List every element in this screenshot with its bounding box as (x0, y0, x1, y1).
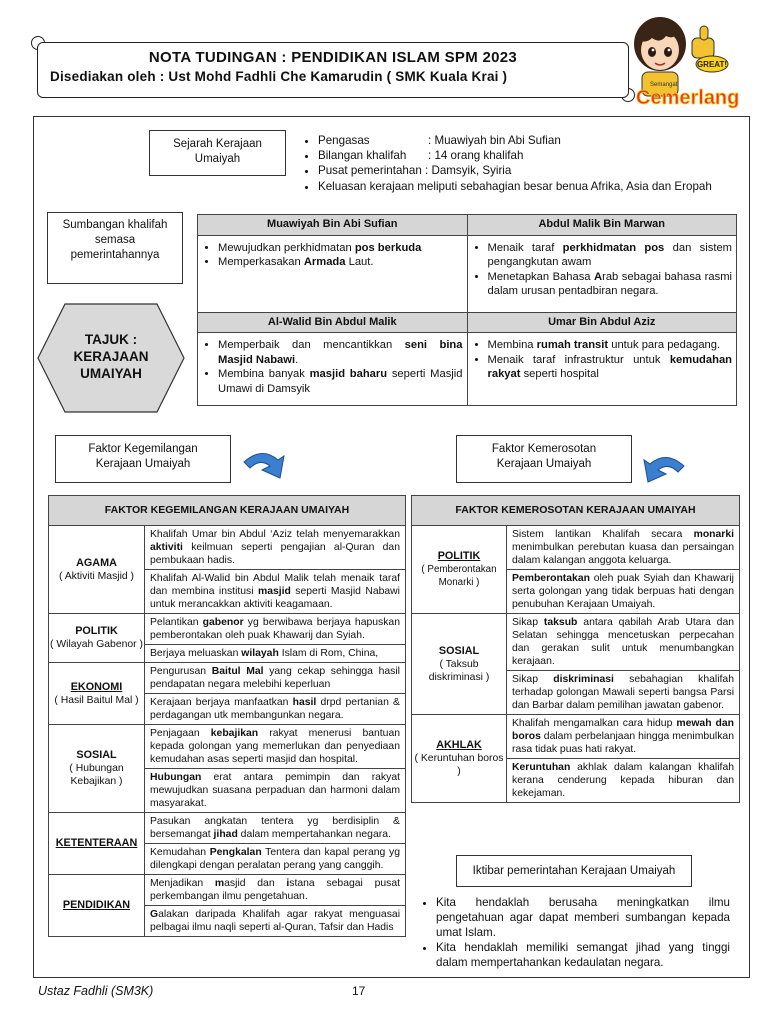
category-name: SOSIAL (438, 644, 480, 657)
category-cell (49, 663, 145, 725)
fact-value: : 14 orang khalifah (428, 149, 524, 163)
sumbangan-box (47, 212, 183, 284)
khalifah-contributions (198, 235, 468, 312)
sumbangan-label: Sumbangan khalifah semasa pemerintahannya (62, 219, 168, 261)
page-title: NOTA TUDINGAN : PENDIDIKAN ISLAM SPM 2023 (148, 49, 518, 66)
khalifah-contributions (198, 333, 468, 406)
curved-arrow-icon (642, 452, 688, 500)
fact-value: : Damsyik, Syiria (425, 164, 512, 178)
fact-value: : Muawiyah bin Abi Sufian (428, 134, 561, 147)
category-cell (49, 725, 145, 813)
category-cell (49, 526, 145, 614)
page-number: 17 (352, 984, 366, 998)
category-cell (49, 813, 145, 875)
factor-desc: Khalifah mengamalkan cara hidup mewah dan boros dalam perbelanjaan hingga menimbulkan rasa tidak puas hati rakyat. (507, 715, 740, 759)
page-subtitle: Disediakan oleh : Ust Mohd Fadhli Che Kamarudin ( SMK Kuala Krai ) (50, 69, 508, 84)
topic-hexagon (37, 303, 185, 413)
category-sub: ( Keruntuhan boros ) (414, 753, 504, 777)
category-sub: ( Hubungan Kebajikan ) (69, 763, 124, 787)
factor-desc: Pelantikan gabenor yg berwibawa berjaya hapuskan pemberontakan oleh puak Khawarij dan Syiah. (145, 614, 406, 645)
fact-extra: Keluasan kerajaan meliputi sebahagian besar benua Afrika, Asia dan Eropah (318, 179, 712, 193)
category-name: PENDIDIKAN (62, 899, 131, 911)
contribution-item: • Memperkasakan Armada Laut. (218, 255, 463, 270)
khalifah-table (197, 214, 737, 406)
factor-desc: Hubungan erat antara pemimpin dan rakyat mewujudkan suasana perpaduan dan harmoni dalam masyarakat. (145, 769, 406, 813)
khalifah-name: Muawiyah Bin Abi Sufian (198, 215, 468, 236)
kemerosotan-label-box (456, 435, 632, 483)
contribution-item: • Menaik taraf perkhidmatan pos dan sistem pengangkutan awam (488, 241, 733, 270)
category-name: AGAMA (76, 556, 117, 569)
kegemilangan-label: Faktor Kegemilangan Kerajaan Umaiyah (88, 443, 198, 470)
contribution-item: • Menaik taraf infrastruktur untuk kemudahan rakyat seperti hospital (488, 353, 733, 382)
brand-tagline: Semangat (650, 82, 678, 88)
brand-text: Cemerlang (636, 87, 740, 109)
header-scroll (37, 42, 629, 98)
factor-desc: Berjaya meluaskan wilayah Islam di Rom, China, (145, 645, 406, 663)
category-name: POLITIK (75, 625, 118, 637)
fact-key: Pengasas (318, 134, 370, 147)
contribution-item: • Mewujudkan perkhidmatan pos berkuda (218, 241, 463, 256)
iktibar-box (456, 855, 692, 887)
factor-desc: Sistem lantikan Khalifah secara monarki menimbulkan perebutan kuasa dan persaingan dalam kalangan anggota keluarga. (507, 526, 740, 570)
category-sub: ( Hasil Baitul Mal ) (54, 694, 139, 706)
category-cell (412, 614, 507, 715)
category-cell (49, 614, 145, 663)
kegemilangan-label-box (55, 435, 231, 483)
iktibar-item: • Kita hendaklah berusaha meningkatkan ilmu pengetahuan agar dapat memberi sumbangan kepada umat Islam. (436, 895, 730, 940)
khalifah-contributions (467, 235, 737, 312)
khalifah-name: Al-Walid Bin Abdul Malik (198, 312, 468, 333)
category-cell (412, 715, 507, 803)
contribution-item: • Membina rumah transit untuk para pedagang. (488, 338, 733, 353)
khalifah-name: Umar Bin Abdul Aziz (467, 312, 737, 333)
mascot-illustration (630, 10, 745, 112)
factor-desc: Penjagaan kebajikan rakyat menerusi bantuan kepada golongan yang memerlukan dan penyediaan kemudahan asas seperti masjid dan hospital. (145, 725, 406, 769)
khalifah-name: Abdul Malik Bin Marwan (467, 215, 737, 236)
fact-item (318, 163, 742, 178)
iktibar-list (420, 895, 730, 970)
iktibar-item: • Kita hendaklah memiliki semangat jihad yang tinggi dalam mempertahankan kedaulatan negara. (436, 940, 730, 970)
factor-desc: Kerajaan berjaya manfaatkan hasil drpd pertanian & perdagangan utk membangunkan negara. (145, 694, 406, 725)
contribution-item: • Memperbaik dan mencantikkan seni bina Masjid Nabawi. (218, 338, 463, 367)
fact-item (318, 133, 742, 148)
fact-key: Pusat pemerintahan (318, 164, 422, 178)
factor-desc: Sikap diskriminasi sebahagian khalifah terhadap golongan Mawali seperti bangsa Parsi dan Barbar dalam pemilihan jawatan gabenor. (507, 671, 740, 715)
category-name: AKHLAK (436, 739, 482, 751)
sejarah-box (149, 130, 286, 176)
category-sub: ( Pemberontakan Monarki ) (421, 564, 497, 588)
category-name: EKONOMI (70, 680, 123, 693)
factor-desc: Keruntuhan akhlak dalam kalangan khalifah kerana cenderung kepada hiburan dan kekejaman. (507, 759, 740, 803)
category-sub: ( Aktiviti Masjid ) (58, 570, 135, 582)
category-name: POLITIK (437, 550, 481, 562)
fact-item (318, 179, 742, 194)
kemerosotan-label: Faktor Kemerosotan Kerajaan Umaiyah (491, 443, 597, 470)
category-sub: ( Wilayah Gabenor ) (50, 639, 143, 650)
fact-item (318, 148, 742, 163)
mascot-logo (630, 10, 745, 112)
category-cell (49, 875, 145, 937)
factor-desc: Pemberontakan oleh puak Syiah dan Khawarij serta golongan yang tidak berpuas hati dengan penubuhan Kerajaan Umaiyah. (507, 570, 740, 614)
category-name: KETENTERAAN (55, 837, 138, 849)
kegemilangan-table (48, 495, 406, 937)
factor-desc: Sikap taksub antara qabilah Arab Utara dan Selatan sehingga mencetuskan perpecahan dan gerakan sulit untuk menumbangkan kerajaan. (507, 614, 740, 671)
topic-label: TAJUK : KERAJAAN UMAIYAH (73, 332, 149, 381)
category-cell (412, 526, 507, 614)
great-badge: GREAT! (696, 60, 728, 69)
factor-desc: Menjadikan masjid dan istana sebagai pusat perkembangan ilmu pengetahuan. (145, 875, 406, 906)
kegemilangan-header: FAKTOR KEGEMILANGAN KERAJAAN UMAIYAH (49, 496, 406, 526)
contribution-item: • Membina banyak masjid baharu seperti Masjid Umawi di Damsyik (218, 367, 463, 396)
category-name: SOSIAL (76, 749, 117, 761)
kemerosotan-header: FAKTOR KEMEROSOTAN KERAJAAN UMAIYAH (412, 496, 740, 526)
sejarah-facts (302, 133, 742, 194)
curved-arrow-icon (240, 448, 286, 496)
contribution-item: • Menetapkan Bahasa Arab sebagai bahasa rasmi dalam urusan pentadbiran negara. (488, 270, 733, 299)
kemerosotan-table (411, 495, 740, 803)
iktibar-label: Iktibar pemerintahan Kerajaan Umaiyah (472, 865, 676, 877)
factor-desc: Pasukan angkatan tentera yg berdisiplin & bersemangat jihad dalam mempertahankan negara. (145, 813, 406, 844)
khalifah-contributions (467, 333, 737, 406)
factor-desc: Khalifah Umar bin Abdul ‘Aziz telah menyemarakkan aktiviti keilmuan seperti pengajian al-Quran dan pembukaan hadis. (145, 526, 406, 570)
factor-desc: Galakan daripada Khalifah agar rakyat menguasai pelbagai ilmu naqli seperti al-Quran, Tafsir dan Hadis (145, 906, 406, 937)
factor-desc: Pengurusan Baitul Mal yang cekap sehingga hasil pendapatan negara melebihi keperluan (145, 663, 406, 694)
factor-desc: Kemudahan Pengkalan Tentera dan kapal perang yg dilengkapi dengan peralatan perang yang canggih. (145, 844, 406, 875)
factor-desc: Khalifah Al-Walid bin Abdul Malik telah menaik taraf dan membina institusi masjid seperti Masjid Nabawi untuk merancakkan aktiviti keagamaan. (145, 570, 406, 614)
footer-author: Ustaz Fadhli (SM3K) (38, 984, 154, 998)
category-sub: ( Taksub diskriminasi ) (428, 658, 490, 683)
sejarah-label: Sejarah Kerajaan Umaiyah (173, 138, 262, 165)
fact-key: Bilangan khalifah (318, 149, 407, 163)
